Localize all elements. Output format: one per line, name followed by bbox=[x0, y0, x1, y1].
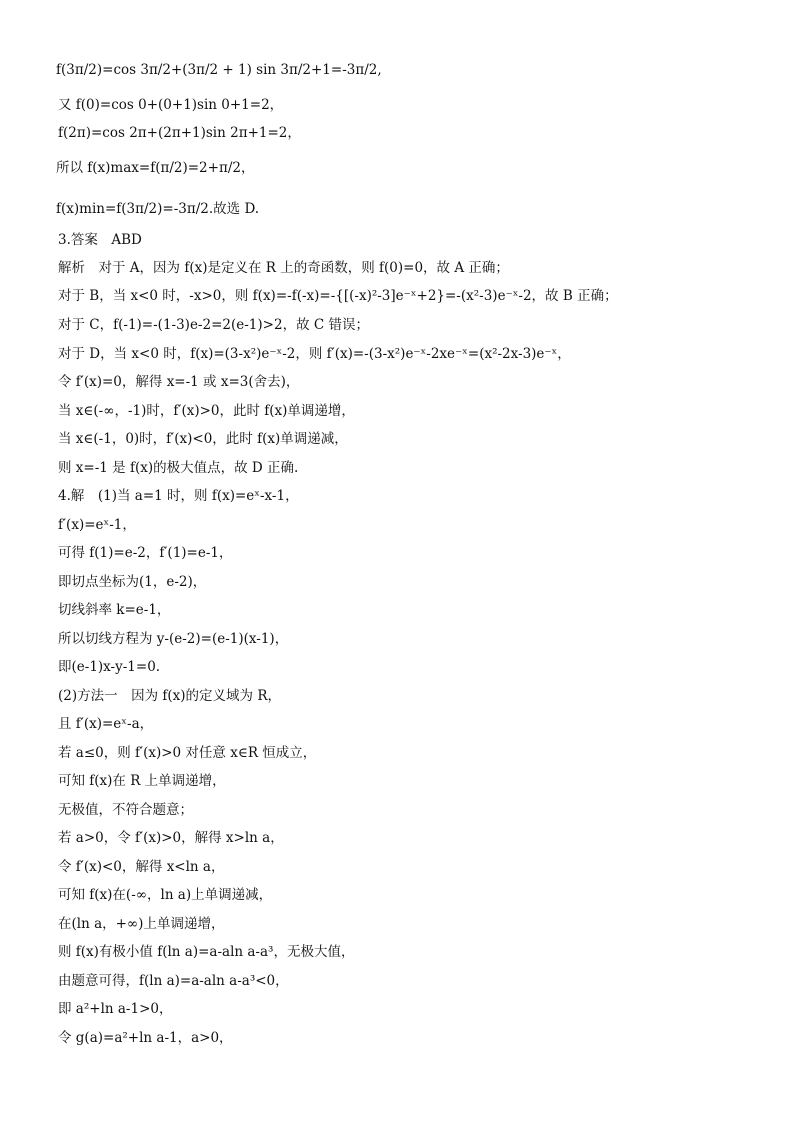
problem-4-line-14: 令 f′(x)<0，解得 x<ln a， bbox=[58, 859, 225, 875]
formula-line-1: f(3π/2)=cos 3π/2+(3π/2 + 1) sin 3π/2+1=-3π/2, bbox=[56, 62, 382, 78]
formula-line-4: 所以 f(x)max=f(π/2)=2+π/2， bbox=[56, 160, 255, 176]
formula-line-2: 又 f(0)=cos 0+(0+1)sin 0+1=2， bbox=[58, 97, 284, 113]
problem-4-line-15: 可知 f(x)在(-∞，ln a)上单调递减， bbox=[58, 887, 273, 903]
problem-4-line-9: 且 f′(x)=eˣ-a， bbox=[58, 716, 154, 732]
analysis-d: 对于 D，当 x<0 时，f(x)=(3-x²)e⁻ˣ-2，则 f′(x)=-(3-x²)e⁻ˣ-2xe⁻ˣ=(x²-2x-3)e⁻ˣ， bbox=[58, 346, 571, 362]
problem-4-line-2: f′(x)=eˣ-1， bbox=[58, 517, 136, 533]
answer-heading: 3.答案 ABD bbox=[58, 232, 142, 248]
analysis-c: 对于 C，f(-1)=-(1-3)e-2=2(e-1)>2，故 C 错误； bbox=[58, 317, 369, 333]
problem-4-line-7: 即(e-1)x-y-1=0. bbox=[58, 659, 161, 675]
problem-4-line-16: 在(ln a，+∞)上单调递增， bbox=[58, 916, 225, 932]
problem-4-line-20: 令 g(a)=a²+ln a-1，a>0， bbox=[58, 1030, 233, 1046]
problem-4-line-17: 则 f(x)有极小值 f(ln a)=a-aln a-a³，无极大值， bbox=[58, 944, 355, 960]
problem-4-line-19: 即 a²+ln a-1>0， bbox=[58, 1001, 173, 1017]
problem-4-line-12: 无极值，不符合题意； bbox=[58, 802, 193, 818]
problem-4-line-6: 所以切线方程为 y-(e-2)=(e-1)(x-1)， bbox=[58, 631, 289, 647]
problem-4-part-2: (2)方法一 因为 f(x)的定义域为 R， bbox=[58, 688, 282, 704]
problem-4-line-13: 若 a>0，令 f′(x)>0，解得 x>ln a， bbox=[58, 830, 284, 846]
problem-4-part-1: 4.解 (1)当 a=1 时，则 f(x)=eˣ-x-1， bbox=[58, 488, 299, 504]
analysis-d-5: 则 x=-1 是 f(x)的极大值点，故 D 正确. bbox=[58, 460, 299, 476]
problem-4-line-3: 可得 f(1)=e-2，f′(1)=e-1， bbox=[58, 545, 233, 561]
problem-4-line-18: 由题意可得，f(ln a)=a-aln a-a³<0， bbox=[58, 973, 289, 989]
problem-4-line-10: 若 a≤0，则 f′(x)>0 对任意 x∈R 恒成立， bbox=[58, 745, 317, 761]
analysis-a: 解析 对于 A，因为 f(x)是定义在 R 上的奇函数，则 f(0)=0，故 A 正确； bbox=[58, 260, 509, 276]
analysis-b: 对于 B，当 x<0 时，-x>0，则 f(x)=-f(-x)=-{[(-x)²-3]e⁻ˣ+2}=-(x²-3)e⁻ˣ-2，故 B 正确； bbox=[58, 288, 618, 304]
analysis-d-4: 当 x∈(-1，0)时，f′(x)<0，此时 f(x)单调递减， bbox=[58, 431, 348, 447]
formula-line-3: f(2π)=cos 2π+(2π+1)sin 2π+1=2， bbox=[58, 125, 301, 141]
problem-4-line-5: 切线斜率 k=e-1， bbox=[58, 602, 171, 618]
formula-line-5: f(x)min=f(3π/2)=-3π/2.故选 D. bbox=[56, 201, 260, 217]
problem-4-line-4: 即切点坐标为(1，e-2)， bbox=[58, 574, 207, 590]
analysis-d-2: 令 f′(x)=0，解得 x=-1 或 x=3(舍去)， bbox=[58, 374, 300, 390]
analysis-d-3: 当 x∈(-∞，-1)时，f′(x)>0，此时 f(x)单调递增， bbox=[58, 403, 355, 419]
problem-4-line-11: 可知 f(x)在 R 上单调递增， bbox=[58, 773, 226, 789]
